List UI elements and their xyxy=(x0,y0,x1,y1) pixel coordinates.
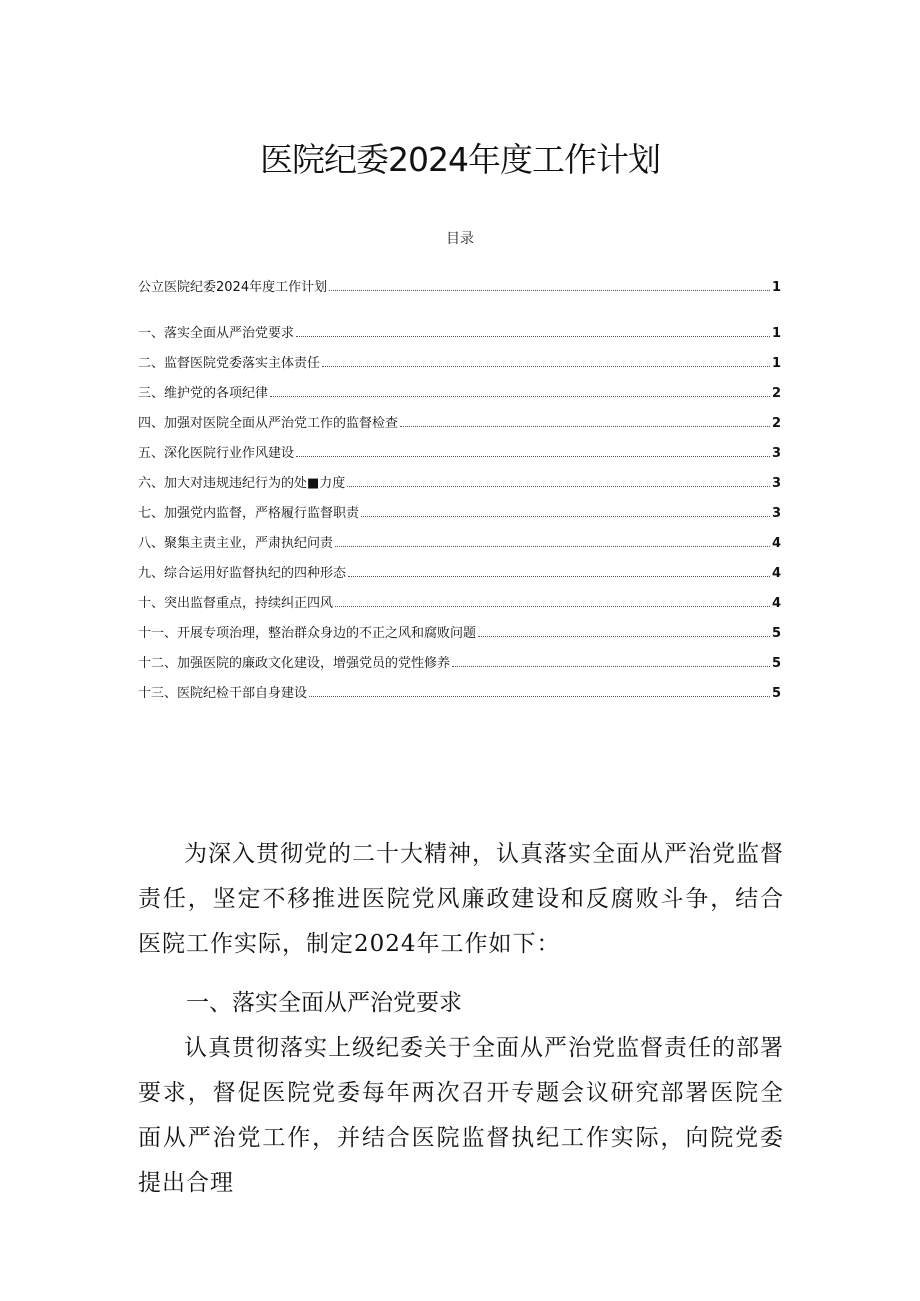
toc-leader-dots xyxy=(478,636,770,637)
toc-entry-label: 七、加强党内监督，严格履行监督职责 xyxy=(138,506,360,521)
toc-entry-label: 十二、加强医院的廉政文化建设，增强党员的党性修养 xyxy=(138,656,451,671)
toc-entry-page: 1 xyxy=(771,326,781,341)
toc-entry[interactable] xyxy=(138,265,781,295)
toc-leader-dots xyxy=(452,666,770,667)
toc-entry-page: 1 xyxy=(771,280,781,295)
toc-entry[interactable] xyxy=(138,461,781,491)
toc-entry-page: 3 xyxy=(771,476,781,491)
toc-entry-label: 十三、医院纪检干部自身建设 xyxy=(138,686,308,701)
toc-leader-dots xyxy=(322,366,770,367)
toc-entry[interactable] xyxy=(138,401,781,431)
toc-entry-label: 六、加大对违规违纪行为的处■力度 xyxy=(138,476,346,491)
toc-entry[interactable] xyxy=(138,491,781,521)
toc-leader-dots xyxy=(400,426,770,427)
toc-entry[interactable] xyxy=(138,311,781,341)
toc-entry-label: 公立医院纪委2024年度工作计划 xyxy=(138,280,328,295)
toc-entry-label: 十、突出监督重点，持续纠正四风 xyxy=(138,596,334,611)
toc-entry-page: 1 xyxy=(771,356,781,371)
toc-entry-label: 四、加强对医院全面从严治党工作的监督检查 xyxy=(138,416,399,431)
toc-entry-page: 3 xyxy=(771,506,781,521)
intro-paragraph: 为深入贯彻党的二十大精神，认真落实全面从严治党监督责任，坚定不移推进医院党风廉政建设和反腐败斗争，结合医院工作实际，制定2024年工作如下： xyxy=(138,841,784,957)
toc-leader-dots xyxy=(335,546,770,547)
toc-entry-page: 3 xyxy=(771,446,781,461)
toc-entry[interactable] xyxy=(138,611,781,641)
toc-entry[interactable] xyxy=(138,641,781,671)
toc-entry-label: 三、维护党的各项纪律 xyxy=(138,386,269,401)
toc-leader-dots xyxy=(361,516,770,517)
toc-entry-page: 4 xyxy=(771,536,781,551)
toc-entry-label: 八、聚集主责主业，严肃执纪问责 xyxy=(138,536,334,551)
document-title: 医院纪委2024年度工作计划 xyxy=(260,140,660,179)
toc-entry-label: 十一、开展专项治理，整治群众身边的不正之风和腐败问题 xyxy=(138,626,477,641)
toc-entry-label: 九、综合运用好监督执纪的四种形态 xyxy=(138,566,347,581)
toc-leader-dots xyxy=(348,576,770,577)
toc-entry-page: 2 xyxy=(771,386,781,401)
toc-leader-dots xyxy=(296,456,770,457)
toc-entry[interactable] xyxy=(138,671,781,701)
toc-entry-page: 4 xyxy=(771,566,781,581)
toc-entry-label: 二、监督医院党委落实主体责任 xyxy=(138,356,321,371)
toc-leader-dots xyxy=(347,486,770,487)
toc-entry-page: 4 xyxy=(771,596,781,611)
toc-leader-dots xyxy=(335,606,770,607)
section-heading: 一、落实全面从严治党要求 xyxy=(186,990,462,1016)
toc-leader-dots xyxy=(296,336,770,337)
toc-entry-page: 5 xyxy=(771,656,781,671)
section-paragraph: 认真贯彻落实上级纪委关于全面从严治党监督责任的部署要求，督促医院党委每年两次召开专题会议研究部署医院全面从严治党工作，并结合医院监督执纪工作实际，向院党委提出合理 xyxy=(138,1035,784,1196)
toc-entry-label: 一、落实全面从严治党要求 xyxy=(138,326,295,341)
toc-entry[interactable] xyxy=(138,521,781,551)
toc-entry[interactable] xyxy=(138,431,781,461)
table-of-contents xyxy=(138,265,781,701)
toc-leader-dots xyxy=(329,290,770,291)
toc-entry[interactable] xyxy=(138,581,781,611)
toc-leader-dots xyxy=(309,696,770,697)
toc-entry[interactable] xyxy=(138,371,781,401)
toc-entry-page: 5 xyxy=(771,626,781,641)
toc-leader-dots xyxy=(270,396,770,397)
toc-entry-page: 2 xyxy=(771,416,781,431)
toc-entry-label: 五、深化医院行业作风建设 xyxy=(138,446,295,461)
toc-entry-page: 5 xyxy=(771,686,781,701)
toc-entry[interactable] xyxy=(138,341,781,371)
toc-entry[interactable] xyxy=(138,551,781,581)
toc-heading: 目录 xyxy=(446,231,474,247)
